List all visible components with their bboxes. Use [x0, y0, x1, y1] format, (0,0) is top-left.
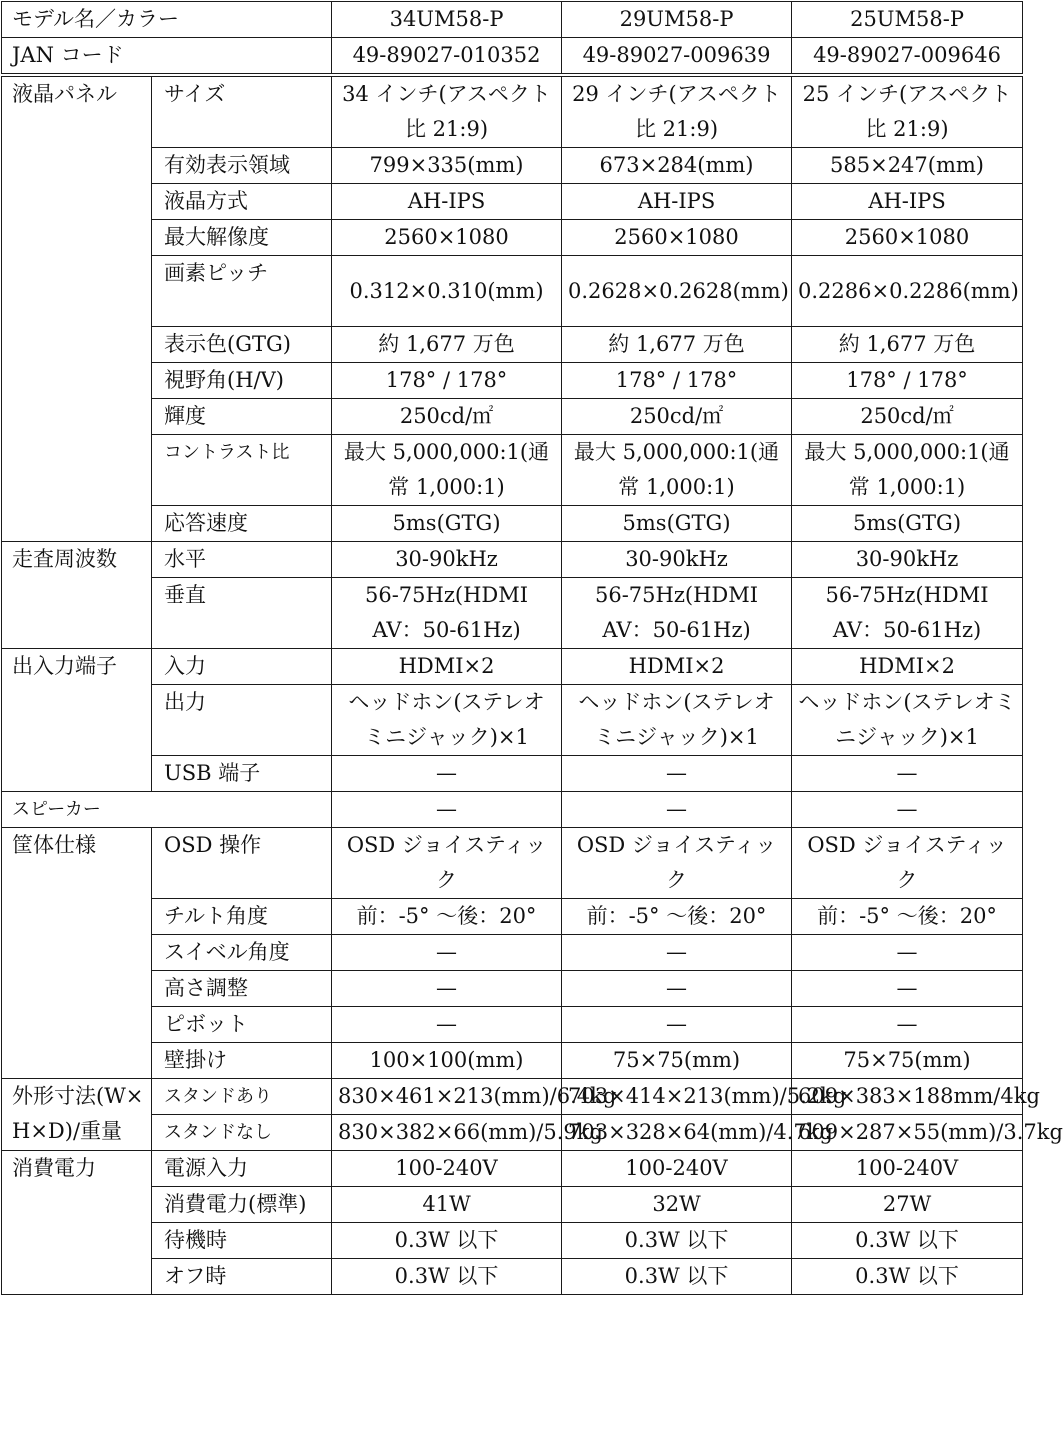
- label-colors: 表示色(GTG): [152, 327, 332, 363]
- value-swivel: —: [332, 935, 562, 971]
- value-resolution: 2560×1080: [562, 220, 792, 256]
- table-row: [2, 327, 1023, 363]
- label-vertical: 垂直: [152, 578, 332, 649]
- value-response: 5ms(GTG): [792, 506, 1023, 542]
- table-row: [2, 1007, 1023, 1043]
- value-osd: OSD ジョイスティック: [562, 828, 792, 899]
- label-power-input: 電源入力: [152, 1151, 332, 1187]
- label-power-consumption: 消費電力(標準): [152, 1187, 332, 1223]
- table-row: [2, 256, 1023, 327]
- table-row: [2, 363, 1023, 399]
- value-power-consumption: 27W: [792, 1187, 1023, 1223]
- value-resolution: 2560×1080: [792, 220, 1023, 256]
- value-size: 29 インチ(アスペクト比 21:9): [562, 75, 792, 148]
- value-wall: 75×75(mm): [792, 1043, 1023, 1079]
- label-brightness: 輝度: [152, 399, 332, 435]
- value-height: —: [332, 971, 562, 1007]
- label-angle: 視野角(H/V): [152, 363, 332, 399]
- value-stand-without: 830×382×66(mm)/5.9kg: [332, 1115, 562, 1151]
- value-horizontal: 30-90kHz: [562, 542, 792, 578]
- label-area: 有効表示領域: [152, 148, 332, 184]
- jan-code: 49-89027-009646: [792, 38, 1023, 76]
- label-swivel: スイベル角度: [152, 935, 332, 971]
- value-brightness: 250cd/㎡: [562, 399, 792, 435]
- value-pivot: —: [562, 1007, 792, 1043]
- value-colors: 約 1,677 万色: [332, 327, 562, 363]
- value-osd: OSD ジョイスティック: [792, 828, 1023, 899]
- value-usb: —: [562, 756, 792, 792]
- value-off: 0.3W 以下: [562, 1259, 792, 1295]
- table-row: [2, 1259, 1023, 1295]
- category-body: 筐体仕様: [2, 828, 152, 1079]
- value-swivel: —: [792, 935, 1023, 971]
- value-power-input: 100-240V: [562, 1151, 792, 1187]
- table-row: [2, 75, 1023, 148]
- table-row: [2, 935, 1023, 971]
- table-row: [2, 399, 1023, 435]
- value-height: —: [562, 971, 792, 1007]
- model-label: モデル名／カラー: [2, 2, 332, 38]
- value-pitch: 0.2286×0.2286(mm): [792, 256, 1023, 327]
- value-stand-without: 703×328×64(mm)/4.7kg: [562, 1115, 792, 1151]
- value-swivel: —: [562, 935, 792, 971]
- label-horizontal: 水平: [152, 542, 332, 578]
- label-size: サイズ: [152, 75, 332, 148]
- label-off: オフ時: [152, 1259, 332, 1295]
- value-tilt: 前：-5° ～後：20°: [562, 899, 792, 935]
- value-pivot: —: [792, 1007, 1023, 1043]
- value-output: ヘッドホン(ステレオミニジャック)×1: [792, 685, 1023, 756]
- value-tilt: 前：-5° ～後：20°: [792, 899, 1023, 935]
- value-size: 25 インチ(アスペクト比 21:9): [792, 75, 1023, 148]
- label-lcd: 液晶方式: [152, 184, 332, 220]
- category-power: 消費電力: [2, 1151, 152, 1295]
- value-tilt: 前：-5° ～後：20°: [332, 899, 562, 935]
- table-row: [2, 649, 1023, 685]
- label-resolution: 最大解像度: [152, 220, 332, 256]
- value-vertical: 56-75Hz(HDMI AV：50-61Hz): [792, 578, 1023, 649]
- category-panel: 液晶パネル: [2, 75, 152, 542]
- value-colors: 約 1,677 万色: [562, 327, 792, 363]
- value-area: 799×335(mm): [332, 148, 562, 184]
- value-response: 5ms(GTG): [562, 506, 792, 542]
- value-colors: 約 1,677 万色: [792, 327, 1023, 363]
- value-power-input: 100-240V: [332, 1151, 562, 1187]
- table-row: [2, 828, 1023, 899]
- label-usb: USB 端子: [152, 756, 332, 792]
- value-brightness: 250cd/㎡: [332, 399, 562, 435]
- value-lcd: AH-IPS: [332, 184, 562, 220]
- value-vertical: 56-75Hz(HDMI AV：50-61Hz): [562, 578, 792, 649]
- table-row: [2, 899, 1023, 935]
- value-contrast: 最大 5,000,000:1(通常 1,000:1): [332, 435, 562, 506]
- value-off: 0.3W 以下: [332, 1259, 562, 1295]
- model-name: 29UM58-P: [562, 2, 792, 38]
- value-input: HDMI×2: [792, 649, 1023, 685]
- model-name: 25UM58-P: [792, 2, 1023, 38]
- label-output: 出力: [152, 685, 332, 756]
- table-row: [2, 542, 1023, 578]
- table-row: [2, 506, 1023, 542]
- value-standby: 0.3W 以下: [792, 1223, 1023, 1259]
- value-pitch: 0.2628×0.2628(mm): [562, 256, 792, 327]
- model-name: 34UM58-P: [332, 2, 562, 38]
- table-row: [2, 578, 1023, 649]
- table-row: [2, 792, 1023, 828]
- value-area: 673×284(mm): [562, 148, 792, 184]
- value-angle: 178° / 178°: [792, 363, 1023, 399]
- value-speaker: —: [332, 792, 562, 828]
- table-row: [2, 1187, 1023, 1223]
- table-row: [2, 220, 1023, 256]
- table-row: [2, 184, 1023, 220]
- value-usb: —: [792, 756, 1023, 792]
- label-input: 入力: [152, 649, 332, 685]
- value-brightness: 250cd/㎡: [792, 399, 1023, 435]
- value-lcd: AH-IPS: [792, 184, 1023, 220]
- table-row: [2, 1223, 1023, 1259]
- value-output: ヘッドホン(ステレオミニジャック)×1: [332, 685, 562, 756]
- value-wall: 100×100(mm): [332, 1043, 562, 1079]
- table-row: [2, 971, 1023, 1007]
- value-size: 34 インチ(アスペクト比 21:9): [332, 75, 562, 148]
- label-response: 応答速度: [152, 506, 332, 542]
- label-tilt: チルト角度: [152, 899, 332, 935]
- value-power-input: 100-240V: [792, 1151, 1023, 1187]
- value-resolution: 2560×1080: [332, 220, 562, 256]
- label-height: 高さ調整: [152, 971, 332, 1007]
- table-row: [2, 685, 1023, 756]
- table-row: [2, 148, 1023, 184]
- value-pitch: 0.312×0.310(mm): [332, 256, 562, 327]
- table-row: [2, 1043, 1023, 1079]
- table-row: [2, 1079, 1023, 1115]
- value-stand-without: 609×287×55(mm)/3.7kg: [792, 1115, 1023, 1151]
- spec-table: [1, 1, 1063, 1295]
- value-off: 0.3W 以下: [792, 1259, 1023, 1295]
- label-stand-with: スタンドあり: [152, 1079, 332, 1115]
- value-stand-with: 830×461×213(mm)/6.4kg: [332, 1079, 562, 1115]
- value-input: HDMI×2: [562, 649, 792, 685]
- value-power-consumption: 41W: [332, 1187, 562, 1223]
- label-contrast: コントラスト比: [152, 435, 332, 506]
- value-horizontal: 30-90kHz: [332, 542, 562, 578]
- table-row: [2, 2, 1023, 38]
- value-lcd: AH-IPS: [562, 184, 792, 220]
- value-power-consumption: 32W: [562, 1187, 792, 1223]
- value-osd: OSD ジョイスティック: [332, 828, 562, 899]
- label-osd: OSD 操作: [152, 828, 332, 899]
- table-row: [2, 756, 1023, 792]
- value-angle: 178° / 178°: [562, 363, 792, 399]
- category-io: 出入力端子: [2, 649, 152, 792]
- value-usb: —: [332, 756, 562, 792]
- value-vertical: 56-75Hz(HDMI AV：50-61Hz): [332, 578, 562, 649]
- value-standby: 0.3W 以下: [332, 1223, 562, 1259]
- value-input: HDMI×2: [332, 649, 562, 685]
- value-wall: 75×75(mm): [562, 1043, 792, 1079]
- value-height: —: [792, 971, 1023, 1007]
- value-pivot: —: [332, 1007, 562, 1043]
- value-stand-with: 609×383×188mm/4kg: [792, 1079, 1023, 1115]
- table-row: [2, 38, 1023, 76]
- value-horizontal: 30-90kHz: [792, 542, 1023, 578]
- jan-code: 49-89027-010352: [332, 38, 562, 76]
- category-scan: 走査周波数: [2, 542, 152, 649]
- value-response: 5ms(GTG): [332, 506, 562, 542]
- label-pivot: ピボット: [152, 1007, 332, 1043]
- value-contrast: 最大 5,000,000:1(通常 1,000:1): [792, 435, 1023, 506]
- value-output: ヘッドホン(ステレオミニジャック)×1: [562, 685, 792, 756]
- value-contrast: 最大 5,000,000:1(通常 1,000:1): [562, 435, 792, 506]
- value-angle: 178° / 178°: [332, 363, 562, 399]
- value-speaker: —: [562, 792, 792, 828]
- label-standby: 待機時: [152, 1223, 332, 1259]
- value-standby: 0.3W 以下: [562, 1223, 792, 1259]
- label-stand-without: スタンドなし: [152, 1115, 332, 1151]
- label-pitch: 画素ピッチ: [152, 256, 332, 327]
- table-row: [2, 435, 1023, 506]
- value-stand-with: 703×414×213(mm)/5.2kg: [562, 1079, 792, 1115]
- category-speaker: スピーカー: [2, 792, 332, 828]
- table-row: [2, 1151, 1023, 1187]
- category-dims: 外形寸法(W×H×D)/重量: [2, 1079, 152, 1151]
- label-wall: 壁掛け: [152, 1043, 332, 1079]
- jan-code: 49-89027-009639: [562, 38, 792, 76]
- value-speaker: —: [792, 792, 1023, 828]
- jan-label: JAN コード: [2, 38, 332, 76]
- value-area: 585×247(mm): [792, 148, 1023, 184]
- table-row: [2, 1115, 1023, 1151]
